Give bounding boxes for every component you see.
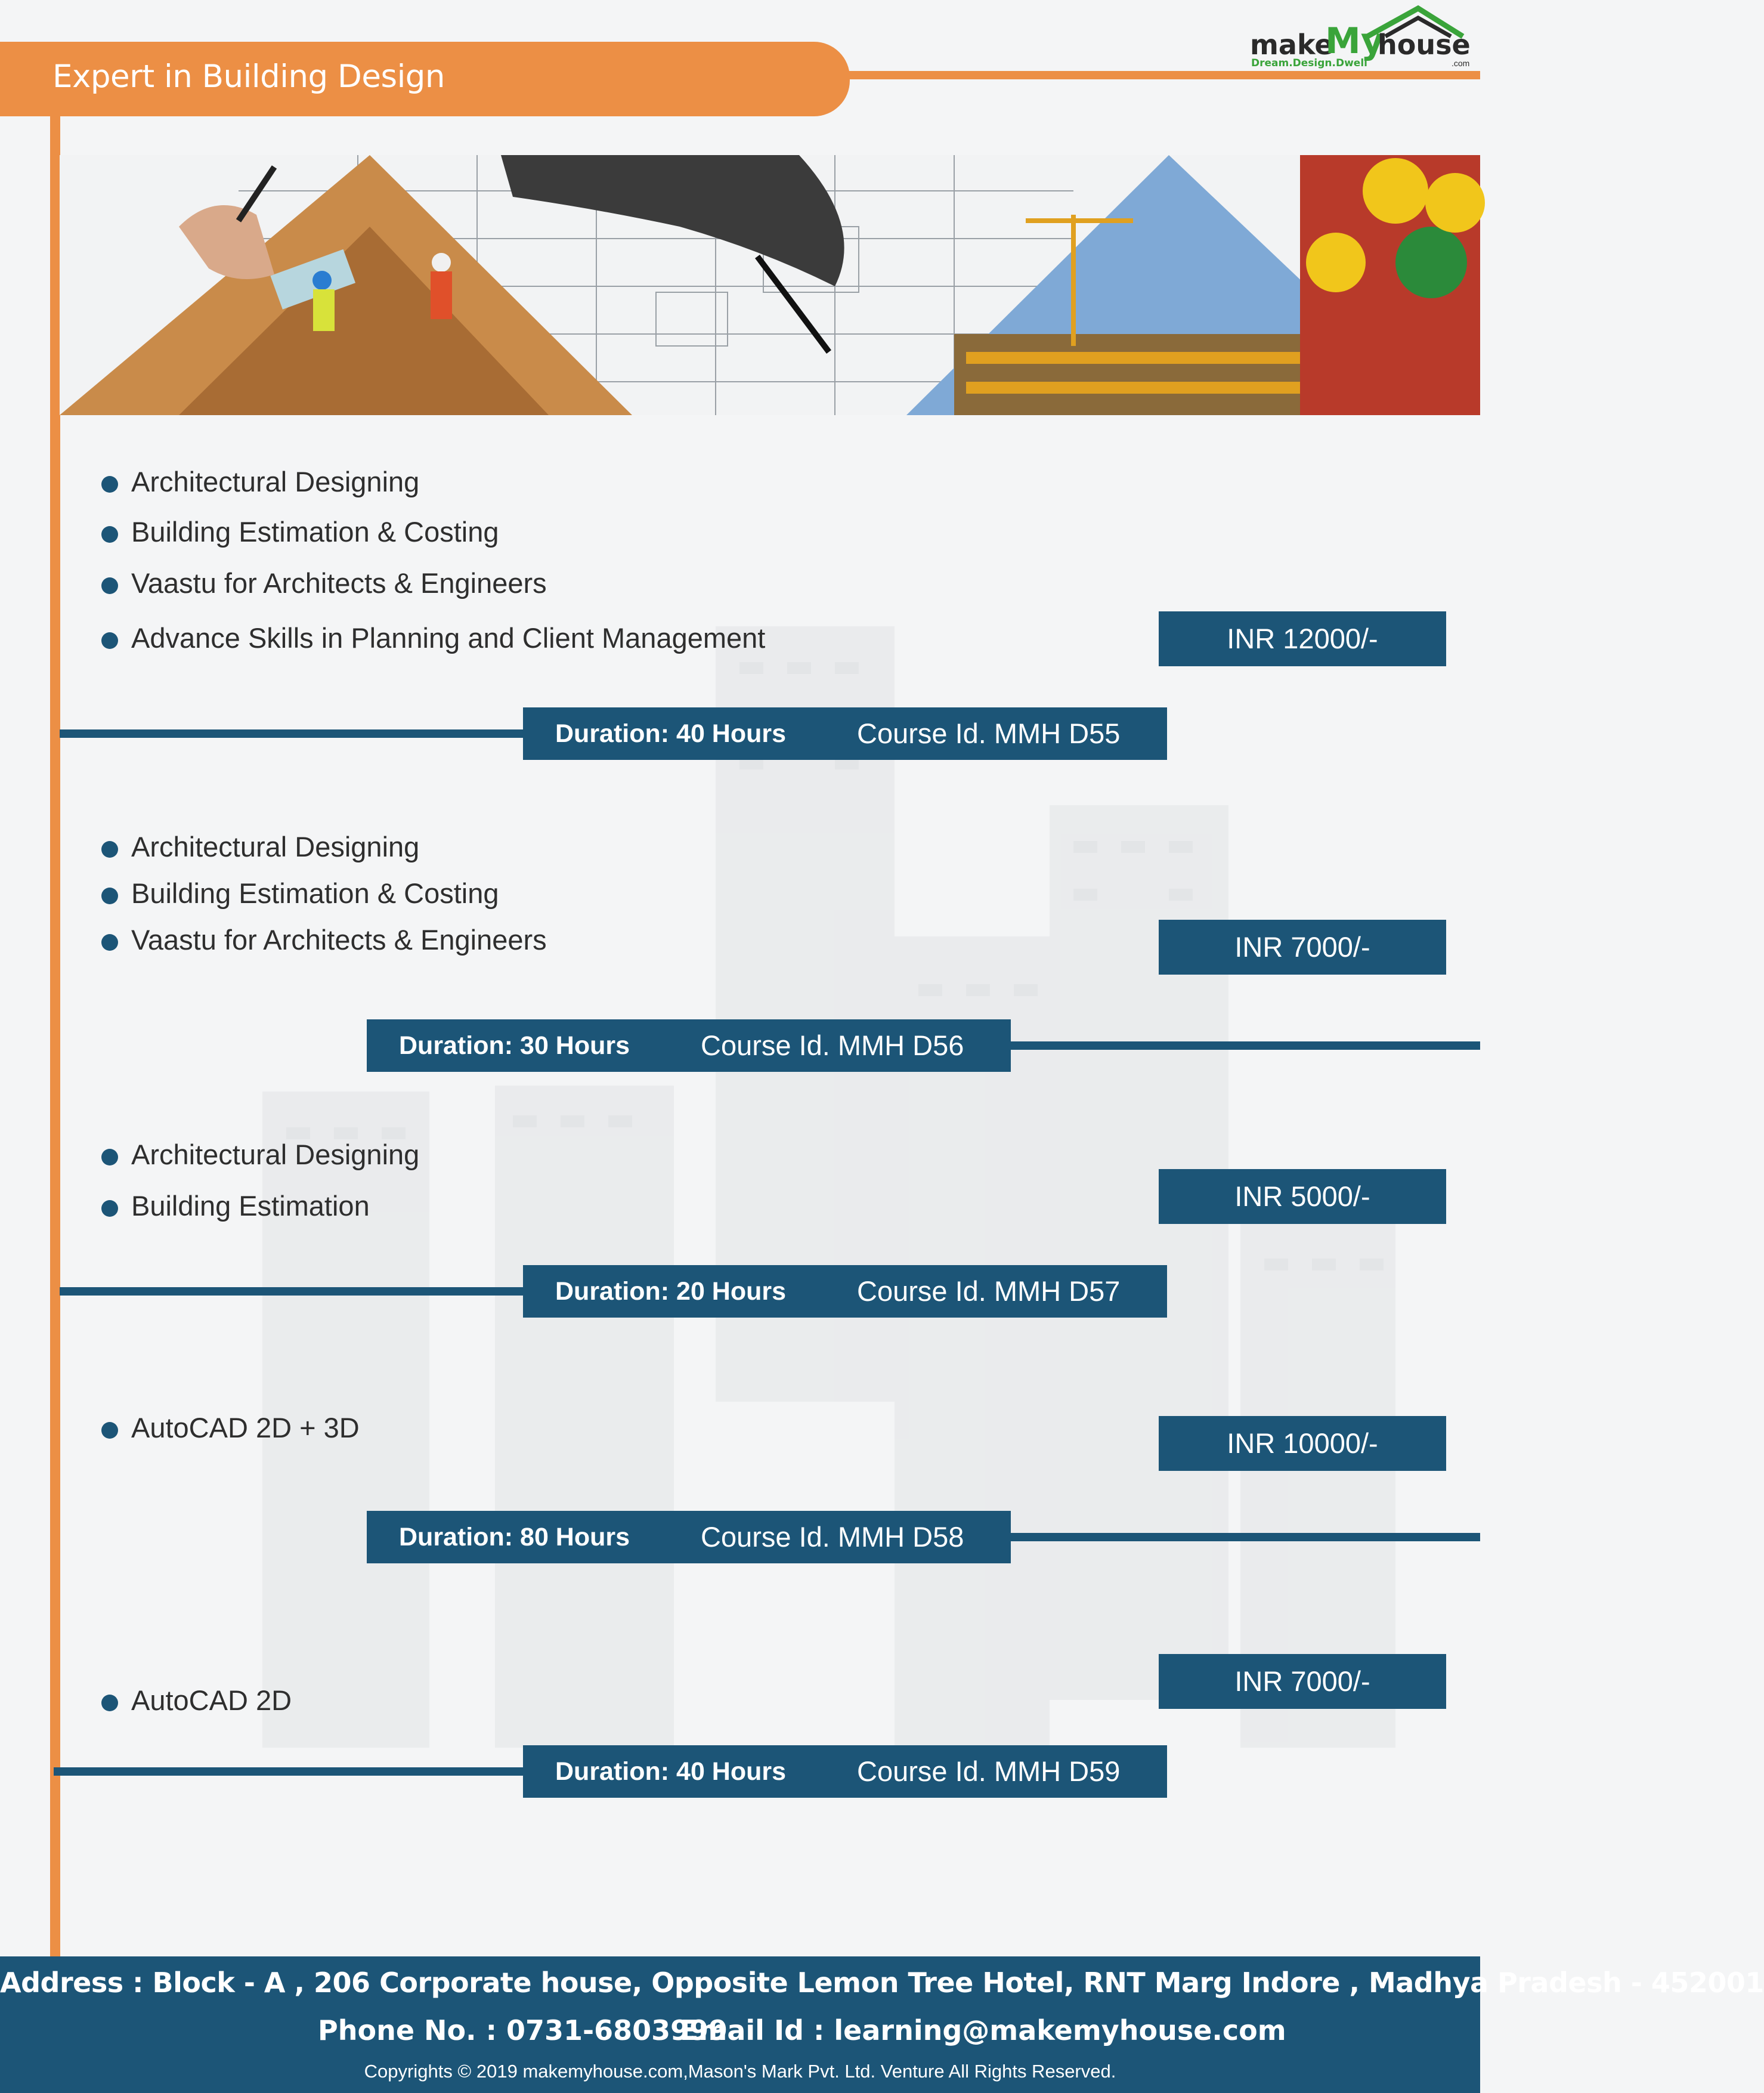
topic-label: Architectural Designing: [131, 466, 420, 497]
duration-connector-line: [1009, 1041, 1480, 1050]
topic-label: Building Estimation & Costing: [131, 516, 499, 548]
logo-word-make: make: [1250, 29, 1333, 61]
bullet-icon: [101, 1200, 118, 1217]
logo-word-house: house: [1378, 29, 1471, 61]
price-badge: INR 12000/-: [1159, 611, 1446, 666]
footer-phone[interactable]: Phone No. : 0731-6803999: [318, 2014, 728, 2046]
topic-label: Vaastu for Architects & Engineers: [131, 924, 547, 956]
price-badge: INR 7000/-: [1159, 1654, 1446, 1709]
duration-connector-line: [60, 1287, 525, 1296]
side-accent-line: [50, 116, 60, 1956]
footer-address: Address : Block - A , 206 Corporate house, Opposite Lemon Tree Hotel, RNT Marg Indore , Madhya Pradesh - 452001: [0, 1967, 1764, 1999]
hero-banner-image: [60, 155, 1480, 415]
price-badge: INR 10000/-: [1159, 1416, 1446, 1471]
topic-label: AutoCAD 2D + 3D: [131, 1412, 360, 1443]
duration-connector-line: [60, 729, 525, 738]
duration-label: Duration: 20 Hours: [555, 1277, 787, 1306]
bullet-icon: [101, 1149, 118, 1165]
duration-bar: [523, 1265, 1167, 1318]
bullet-icon: [101, 1422, 118, 1439]
course-id-label: Course Id. MMH D59: [857, 1755, 1121, 1787]
duration-connector-line: [1009, 1533, 1480, 1541]
course-id-label: Course Id. MMH D58: [701, 1521, 964, 1553]
topic-label: Architectural Designing: [131, 1139, 420, 1170]
company-logo[interactable]: [1245, 4, 1471, 75]
bullet-icon: [101, 476, 118, 493]
footer-copyright: Copyrights © 2019 makemyhouse.com,Mason's Mark Pvt. Ltd. Venture All Rights Reserved.: [364, 2061, 1116, 2082]
price-badge: INR 7000/-: [1159, 920, 1446, 975]
topic-label: Architectural Designing: [131, 831, 420, 862]
duration-label: Duration: 30 Hours: [399, 1031, 630, 1060]
topic-label: Building Estimation & Costing: [131, 877, 499, 909]
bullet-icon: [101, 632, 118, 649]
topic-label: AutoCAD 2D: [131, 1684, 292, 1716]
bullet-icon: [101, 1695, 118, 1711]
bullet-icon: [101, 888, 118, 904]
course-id-label: Course Id. MMH D56: [701, 1030, 964, 1061]
course-id-label: Course Id. MMH D57: [857, 1275, 1121, 1307]
course-id-label: Course Id. MMH D55: [857, 718, 1121, 749]
duration-label: Duration: 40 Hours: [555, 1757, 787, 1786]
logo-tagline: Dream.Design.Dwell: [1251, 57, 1367, 69]
duration-label: Duration: 80 Hours: [399, 1523, 630, 1551]
logo-word-my: My: [1325, 20, 1384, 62]
bullet-icon: [101, 577, 118, 594]
footer-email[interactable]: Email Id : learning@makemyhouse.com: [680, 2014, 1286, 2046]
bullet-icon: [101, 841, 118, 858]
duration-bar: [523, 1745, 1167, 1798]
topic-label: Building Estimation: [131, 1190, 370, 1222]
topic-label: Vaastu for Architects & Engineers: [131, 567, 547, 599]
topic-label: Advance Skills in Planning and Client Management: [131, 622, 766, 654]
page-title: Expert in Building Design: [52, 58, 445, 95]
bullet-icon: [101, 934, 118, 951]
duration-connector-line: [54, 1767, 525, 1776]
logo-domain: .com: [1452, 58, 1470, 68]
duration-label: Duration: 40 Hours: [555, 719, 787, 748]
bullet-icon: [101, 526, 118, 543]
price-badge: INR 5000/-: [1159, 1169, 1446, 1224]
duration-bar: [367, 1511, 1011, 1563]
duration-bar: [367, 1019, 1011, 1072]
duration-bar: [523, 707, 1167, 760]
